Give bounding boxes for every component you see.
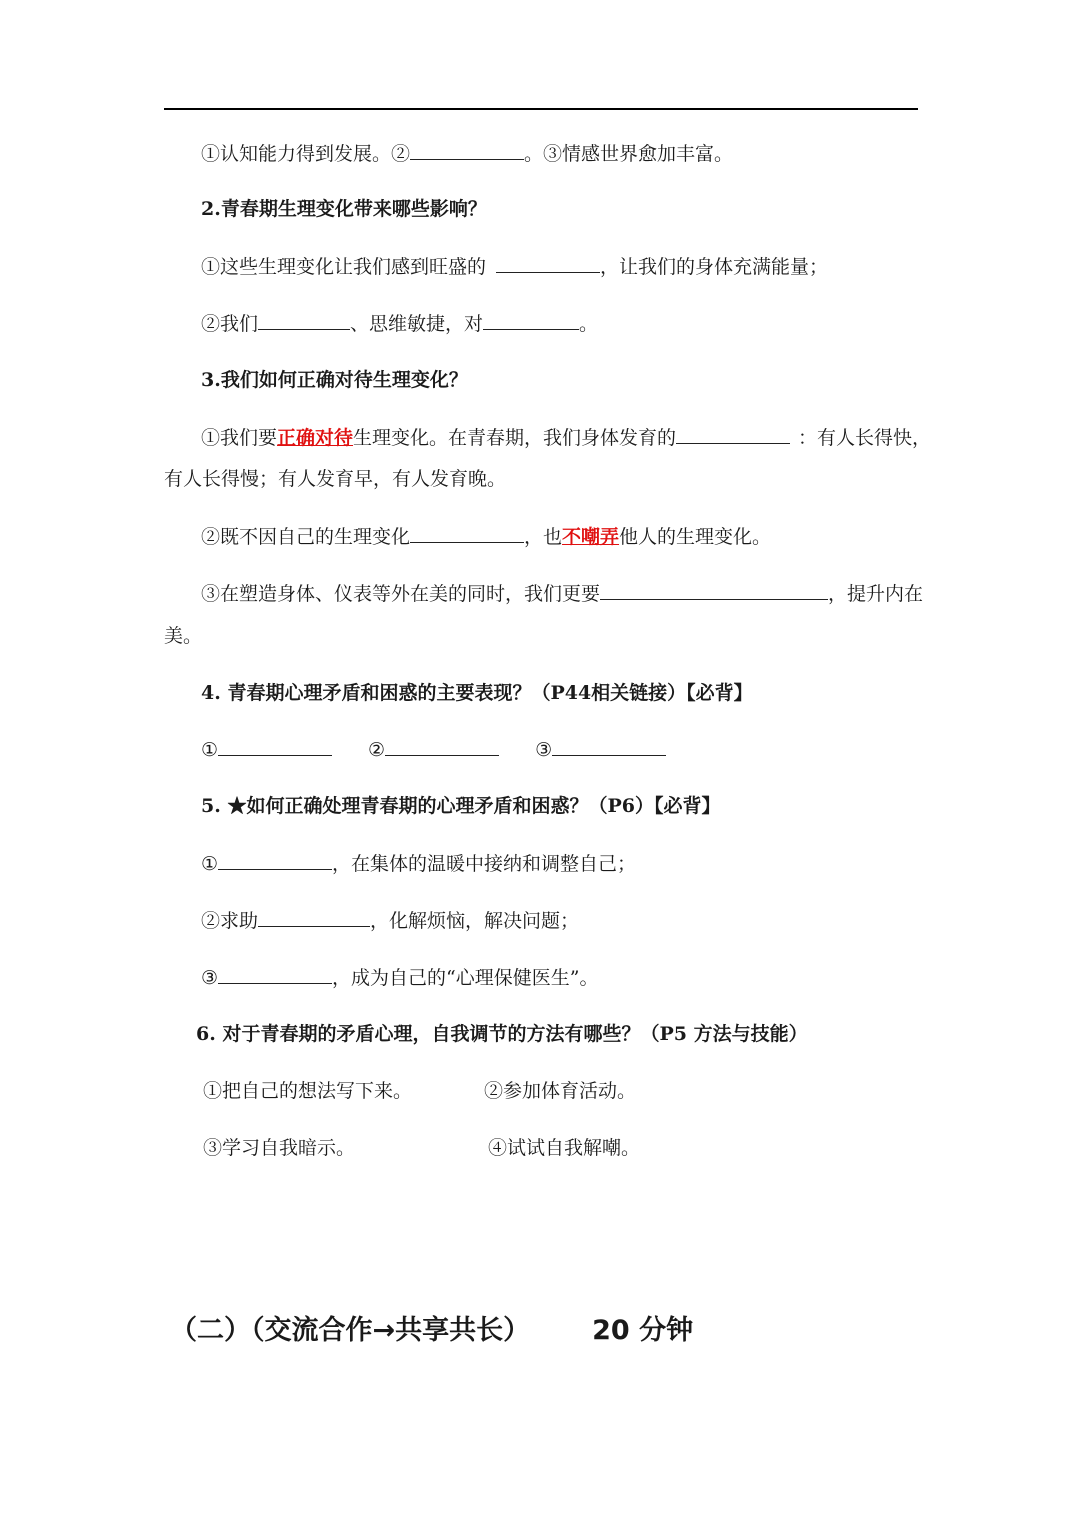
question-4: 4. 青春期心理矛盾和困惑的主要表现？（P44相关链接）【必背】 [201, 682, 753, 704]
q6-method-2: ②参加体育活动。 [484, 1080, 637, 1102]
item-1-line: ①认知能力得到发展。② 。③情感世界愈加丰富。 [201, 143, 734, 165]
fill-blank[interactable] [410, 524, 524, 543]
fill-blank[interactable] [676, 425, 790, 444]
q3-answer-2: ②既不因自己的生理变化 ，也不嘲弄他人的生理变化。 [201, 526, 772, 548]
q6-method-3: ③学习自我暗示。 [203, 1137, 356, 1159]
fill-blank[interactable] [258, 311, 350, 330]
section-heading [170, 1308, 693, 1347]
q5-answer-2: ②求助 ，化解烦恼，解决问题； [201, 910, 580, 932]
q3-answer-1-cont: 有人长得慢；有人发育早，有人发育晚。 [164, 468, 507, 490]
question-2: 2.青春期生理变化带来哪些影响？ [201, 198, 487, 220]
q4-answers: ① ② ③ [201, 737, 666, 762]
question-5: 5. ★如何正确处理青春期的心理矛盾和困惑？（P6）【必背】 [201, 795, 721, 817]
fill-blank[interactable] [483, 311, 579, 330]
q5-answer-1: ① ，在集体的温暖中接纳和调整自己； [201, 853, 637, 875]
fill-blank[interactable] [218, 965, 332, 984]
fill-blank[interactable] [552, 737, 666, 756]
q3-answer-1: ①我们要正确对待生理变化。在青春期，我们身体发育的 ：有人长得快， [201, 427, 932, 449]
q6-method-4: ④试试自我解嘲。 [488, 1137, 641, 1159]
emphasis-text: 正确对待 [277, 427, 354, 449]
q3-answer-3: ③在塑造身体、仪表等外在美的同时，我们更要 ，提升内在 [201, 583, 924, 605]
fill-blank[interactable] [385, 737, 499, 756]
q5-answer-3: ③ ，成为自己的“心理保健医生”。 [201, 967, 599, 989]
emphasis-text: 不嘲弄 [562, 526, 620, 548]
fill-blank[interactable] [496, 254, 600, 273]
fill-blank[interactable] [600, 581, 828, 600]
fill-blank[interactable] [218, 851, 332, 870]
section-time: 20 分钟 [592, 1315, 694, 1346]
q6-method-1: ①把自己的想法写下来。 [203, 1080, 413, 1102]
header-rule [164, 108, 918, 110]
fill-blank[interactable] [218, 737, 332, 756]
question-3: 3.我们如何正确对待生理变化？ [201, 369, 468, 391]
q3-answer-3-cont: 美。 [164, 625, 203, 647]
fill-blank[interactable] [410, 141, 524, 160]
q2-answer-2: ②我们 、思维敏捷，对 。 [201, 313, 599, 335]
question-6: 6. 对于青春期的矛盾心理，自我调节的方法有哪些？（P5 方法与技能） [196, 1023, 808, 1045]
q2-answer-1: ①这些生理变化让我们感到旺盛的 ，让我们的身体充满能量； [201, 256, 829, 278]
fill-blank[interactable] [258, 908, 370, 927]
section-title: （二）（交流合作→共享共长） [170, 1315, 531, 1346]
